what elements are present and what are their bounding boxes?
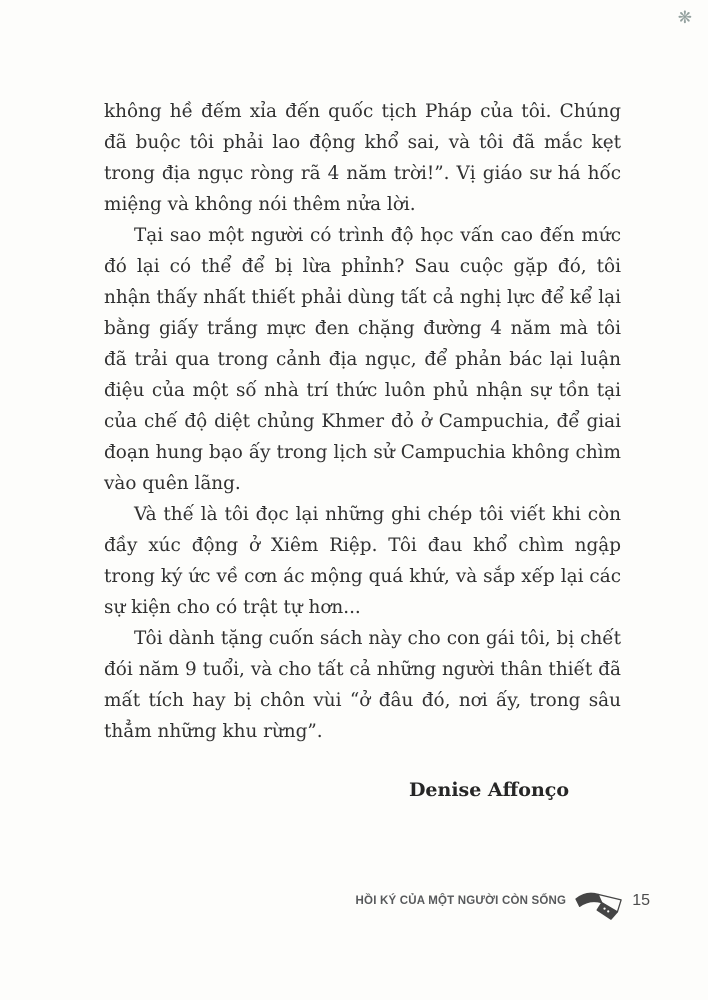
- body-text: [104, 96, 621, 806]
- film-strip-icon: [573, 887, 625, 922]
- page-number: 15: [632, 892, 650, 909]
- author-signature: Denise Affonço: [408, 779, 569, 801]
- running-title: HỒI KÝ CỦA MỘT NGƯỜI CÒN SỐNG: [355, 895, 567, 907]
- paragraph: Tại sao một người có trình độ học vấn cao đến mức đó lại có thể để bị lừa phỉnh? Sau cuộc gặp đó, tôi nhận thấy nhất thiết phải dùng tất cả nghị lực để kể lại bằng giấy trắng mực đen chặng đường 4 năm mà tôi đã trải qua trong cảnh địa ngục, để phản bác lại luận điệu của một số nhà trí thức luôn phủ nhận sự tồn tại của chế độ diệt chủng Khmer đỏ ở Campuchia, để giai đoạn hung bạo ấy trong lịch sử Campuchia không chìm vào quên lãng.: [104, 225, 621, 494]
- paragraph: Tôi dành tặng cuốn sách này cho con gái tôi, bị chết đói năm 9 tuổi, và cho tất cả những người thân thiết đã mất tích hay bị chôn vùi “ở đâu đó, nơi ấy, trong sâu thẳm những khu rừng”.: [104, 628, 621, 742]
- paragraph: không hề đếm xỉa đến quốc tịch Pháp của tôi. Chúng đã buộc tôi phải lao động khổ sai, và tôi đã mắc kẹt trong địa ngục ròng rã 4 năm trời!”. Vị giáo sư há hốc miệng và không nói thêm nửa lời.: [104, 101, 621, 215]
- paragraph: Và thế là tôi đọc lại những ghi chép tôi viết khi còn đầy xúc động ở Xiêm Riệp. Tôi đau khổ chìm ngập trong ký ức về cơn ác mộng quá khứ, và sắp xếp lại các sự kiện cho có trật tự hơn...: [104, 504, 621, 618]
- page-footer: [356, 884, 650, 918]
- flower-ornament-icon: ❋: [677, 8, 692, 28]
